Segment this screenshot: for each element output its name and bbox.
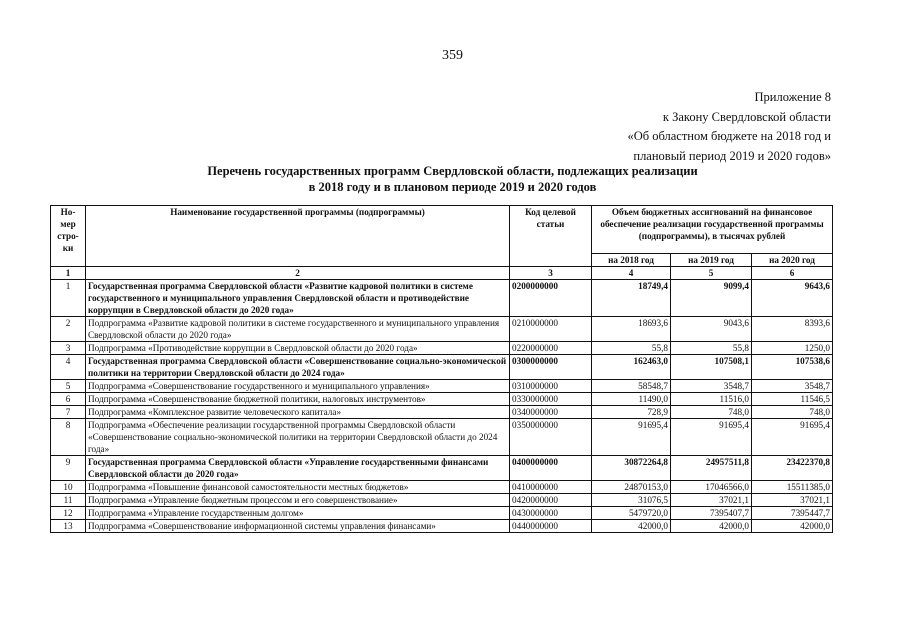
row-number-cell: 10: [51, 481, 86, 494]
appendix-line-1: Приложение 8: [754, 90, 831, 104]
amount-2020-cell: 3548,7: [752, 380, 833, 393]
amount-2019-cell: 42000,0: [671, 520, 752, 533]
program-name-cell: Подпрограмма «Управление бюджетным процессом и его совершенствование»: [86, 494, 510, 507]
program-name-cell: Подпрограмма «Управление государственным долгом»: [86, 507, 510, 520]
program-name-cell: Подпрограмма «Развитие кадровой политики в системе государственного и муниципального управления Свердловской области до 2020 года»: [86, 317, 510, 342]
program-name-cell: Подпрограмма «Совершенствование информационной системы управления финансами»: [86, 520, 510, 533]
program-name-cell: Государственная программа Свердловской области «Управление государственными финансами Свердловской области до 2020 года»: [86, 456, 510, 481]
header-row-number: Но-мер стро-ки: [51, 206, 86, 267]
column-number: 4: [592, 267, 671, 280]
target-code-cell: 0410000000: [510, 481, 592, 494]
table-row: [51, 355, 833, 380]
target-code-cell: 0340000000: [510, 406, 592, 419]
appendix-line-2: к Закону Свердловской области: [662, 109, 831, 124]
target-code-cell: 0310000000: [510, 380, 592, 393]
program-name-cell: Подпрограмма «Противодействие коррупции в Свердловской области до 2020 года»: [86, 342, 510, 355]
amount-2019-cell: 24957511,8: [671, 456, 752, 481]
table-row: [51, 419, 833, 456]
program-name-cell: Подпрограмма «Повышение финансовой самостоятельности местных бюджетов»: [86, 481, 510, 494]
program-name-cell: Подпрограмма «Совершенствование государственного и муниципального управления»: [86, 380, 510, 393]
appendix-line-3: «Об областном бюджете на 2018 год и: [627, 129, 831, 143]
amount-2019-cell: 7395407,7: [671, 507, 752, 520]
table-row: [51, 494, 833, 507]
target-code-cell: 0420000000: [510, 494, 592, 507]
amount-2018-cell: 42000,0: [592, 520, 671, 533]
amount-2020-cell: 1250,0: [752, 342, 833, 355]
amount-2019-cell: 748,0: [671, 406, 752, 419]
row-number-cell: 11: [51, 494, 86, 507]
target-code-cell: 0430000000: [510, 507, 592, 520]
amount-2019-cell: 37021,1: [671, 494, 752, 507]
amount-2018-cell: 30872264,8: [592, 456, 671, 481]
amount-2018-cell: 91695,4: [592, 419, 671, 456]
amount-2019-cell: 17046566,0: [671, 481, 752, 494]
column-number: 1: [51, 267, 86, 280]
column-number: 6: [752, 267, 833, 280]
amount-2019-cell: 9099,4: [671, 280, 752, 317]
document-title: [0, 163, 905, 195]
table-row: [51, 507, 833, 520]
page-number: 359: [442, 48, 463, 63]
row-number-cell: 4: [51, 355, 86, 380]
row-number-cell: 7: [51, 406, 86, 419]
row-number-cell: 1: [51, 280, 86, 317]
amount-2018-cell: 24870153,0: [592, 481, 671, 494]
table-row: [51, 481, 833, 494]
table-row: [51, 342, 833, 355]
row-number-cell: 8: [51, 419, 86, 456]
amount-2019-cell: 91695,4: [671, 419, 752, 456]
row-number-cell: 13: [51, 520, 86, 533]
amount-2019-cell: 107508,1: [671, 355, 752, 380]
title-line-2: в 2018 году и в плановом периоде 2019 и 2020 годов: [308, 180, 597, 194]
header-program-name: Наименование государственной программы (подпрограммы): [86, 206, 510, 267]
amount-2018-cell: 31076,5: [592, 494, 671, 507]
amount-2018-cell: 5479720,0: [592, 507, 671, 520]
header-year-2018: на 2018 год: [592, 254, 671, 267]
column-number: 2: [86, 267, 510, 280]
row-number-cell: 5: [51, 380, 86, 393]
row-number-cell: 9: [51, 456, 86, 481]
column-number: 3: [510, 267, 592, 280]
table-row: [51, 317, 833, 342]
target-code-cell: 0440000000: [510, 520, 592, 533]
amount-2020-cell: 23422370,8: [752, 456, 833, 481]
table-row: [51, 520, 833, 533]
program-name-cell: Подпрограмма «Совершенствование бюджетной политики, налоговых инструментов»: [86, 393, 510, 406]
appendix-header: [627, 88, 831, 166]
target-code-cell: 0210000000: [510, 317, 592, 342]
amount-2019-cell: 9043,6: [671, 317, 752, 342]
programs-table: [50, 205, 833, 533]
amount-2019-cell: 11516,0: [671, 393, 752, 406]
column-number-row: [51, 267, 833, 280]
title-line-1: Перечень государственных программ Свердловской области, подлежащих реализации: [207, 164, 698, 178]
target-code-cell: 0200000000: [510, 280, 592, 317]
amount-2020-cell: 8393,6: [752, 317, 833, 342]
row-number-cell: 3: [51, 342, 86, 355]
target-code-cell: 0300000000: [510, 355, 592, 380]
amount-2020-cell: 7395447,7: [752, 507, 833, 520]
amount-2020-cell: 37021,1: [752, 494, 833, 507]
row-number-cell: 12: [51, 507, 86, 520]
amount-2019-cell: 55,8: [671, 342, 752, 355]
column-number: 5: [671, 267, 752, 280]
amount-2018-cell: 11490,0: [592, 393, 671, 406]
amount-2018-cell: 18749,4: [592, 280, 671, 317]
table-row: [51, 456, 833, 481]
amount-2020-cell: 9643,6: [752, 280, 833, 317]
amount-2020-cell: 748,0: [752, 406, 833, 419]
table-row: [51, 380, 833, 393]
target-code-cell: 0330000000: [510, 393, 592, 406]
header-target-code: Код целевой статьи: [510, 206, 592, 267]
table-row: [51, 393, 833, 406]
target-code-cell: 0220000000: [510, 342, 592, 355]
amount-2020-cell: 91695,4: [752, 419, 833, 456]
header-year-2020: на 2020 год: [752, 254, 833, 267]
amount-2018-cell: 18693,6: [592, 317, 671, 342]
row-number-cell: 6: [51, 393, 86, 406]
amount-2019-cell: 3548,7: [671, 380, 752, 393]
appendix-line-4: плановый период 2019 и 2020 годов»: [633, 148, 831, 163]
program-name-cell: Государственная программа Свердловской области «Совершенствование социально-экономической политики на территории Свердловской области до 2024 года»: [86, 355, 510, 380]
amount-2020-cell: 11546,5: [752, 393, 833, 406]
table-row: [51, 406, 833, 419]
table-row: [51, 280, 833, 317]
amount-2018-cell: 58548,7: [592, 380, 671, 393]
row-number-cell: 2: [51, 317, 86, 342]
target-code-cell: 0400000000: [510, 456, 592, 481]
header-year-2019: на 2019 год: [671, 254, 752, 267]
amount-2018-cell: 728,9: [592, 406, 671, 419]
program-name-cell: Подпрограмма «Обеспечение реализации государственной программы Свердловской области «Совершенствование социально-экономической политики на территории Свердловской области до 2024 года»: [86, 419, 510, 456]
amount-2020-cell: 42000,0: [752, 520, 833, 533]
target-code-cell: 0350000000: [510, 419, 592, 456]
amount-2020-cell: 15511385,0: [752, 481, 833, 494]
program-name-cell: Государственная программа Свердловской области «Развитие кадровой политики в системе государственного и муниципального управления Свердловской области и противодействие коррупции в Свердловской области до 2020 года»: [86, 280, 510, 317]
amount-2018-cell: 55,8: [592, 342, 671, 355]
header-budget-amount: Объем бюджетных ассигнований на финансовое обеспечение реализации государственной программы (подпрограммы), в тысячах рублей: [592, 206, 833, 254]
amount-2018-cell: 162463,0: [592, 355, 671, 380]
amount-2020-cell: 107538,6: [752, 355, 833, 380]
program-name-cell: Подпрограмма «Комплексное развитие человеческого капитала»: [86, 406, 510, 419]
